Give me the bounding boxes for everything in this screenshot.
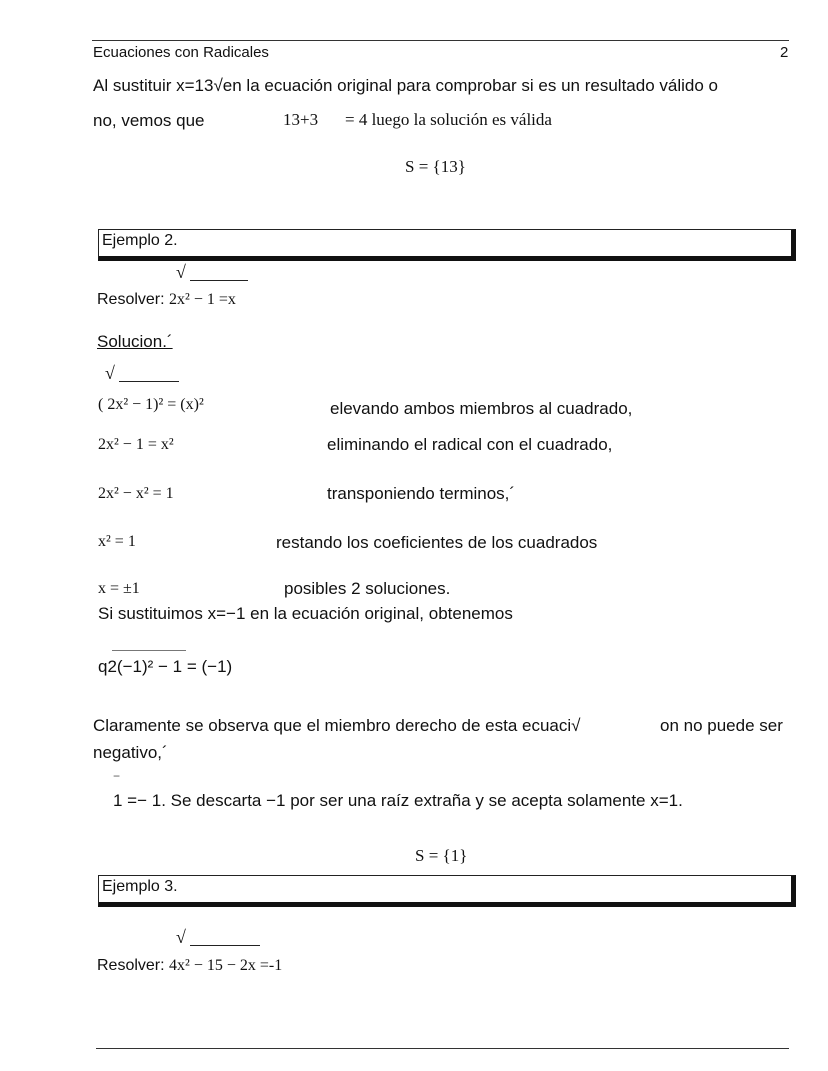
step-1-note: elevando ambos miembros al cuadrado, [330, 399, 633, 418]
step-5-note: posibles 2 soluciones. [284, 579, 451, 598]
example-3-sqrt-bar [190, 945, 260, 946]
step-1-sqrt-bar [119, 381, 179, 382]
example-2-sqrt-icon: √ [176, 262, 186, 282]
footer-rule [96, 1048, 789, 1049]
example-3-heading: Ejemplo 3. [102, 878, 178, 895]
observation-line-2: negativo,´ [93, 743, 168, 762]
intro-line-2-start: no, vemos que [93, 111, 205, 130]
example-3-problem [97, 957, 282, 975]
check-expr: q2(−1)² − 1 = (−1) [98, 657, 233, 676]
intro-line-2-expr: 13+3 [283, 110, 319, 129]
example-2-sqrt-bar [190, 280, 248, 281]
step-5-expr: x = ±1 [98, 580, 140, 597]
example-3-problem-expr: 4x² − 15 − 2x =-1 [169, 957, 283, 974]
step-4-note: restando los coeficientes de los cuadrados [276, 533, 598, 552]
example-3-heading-box [98, 875, 796, 907]
example-2-solution-set: S = {1} [415, 846, 468, 865]
step-1-expr: ( 2x² − 1)² = (x)² [98, 396, 204, 413]
page-number: 2 [780, 44, 789, 61]
step-1-sqrt-icon: √ [105, 363, 115, 383]
conclusion: 1 =− 1. Se descarta −1 por ser una raíz extraña y se acepta solamente x=1. [113, 791, 683, 810]
intro-line-2-eq: = 4 luego la solución es válida [345, 110, 552, 129]
step-2-expr: 2x² − 1 = x² [98, 436, 174, 453]
solution-heading-text: Solucion.´ [97, 332, 173, 351]
example-2-heading-box [98, 229, 796, 261]
solution-heading [97, 332, 173, 352]
substitution-text: Si sustituimos x=−1 en la ecuación original, obtenemos [98, 604, 513, 623]
intro-solution-set: S = {13} [405, 157, 466, 176]
step-4-expr: x² = 1 [98, 533, 136, 550]
example-2-problem-label: Resolver: [97, 291, 170, 308]
example-2-problem-expr: 2x² − 1 =x [169, 291, 236, 308]
conclusion-bar: − [113, 769, 121, 783]
example-3-problem-label: Resolver: [97, 957, 170, 974]
intro-line-1: Al sustituir x=13√en la ecuación original para comprobar si es un resultado válido o [93, 76, 718, 95]
check-sqrt-bar [112, 650, 186, 651]
header-title: Ecuaciones con Radicales [93, 44, 269, 61]
step-2-note: eliminando el radical con el cuadrado, [327, 435, 613, 454]
step-3-note: transponiendo terminos,´ [327, 484, 516, 503]
header-top-rule [92, 40, 789, 41]
observation-line-1b: on no puede ser [660, 716, 783, 735]
example-2-heading: Ejemplo 2. [102, 232, 178, 249]
example-3-sqrt-icon: √ [176, 927, 186, 947]
step-3-expr: 2x² − x² = 1 [98, 485, 174, 502]
example-2-problem [97, 291, 236, 309]
observation-line-1a: Claramente se observa que el miembro derecho de esta ecuaci√ [93, 716, 581, 735]
